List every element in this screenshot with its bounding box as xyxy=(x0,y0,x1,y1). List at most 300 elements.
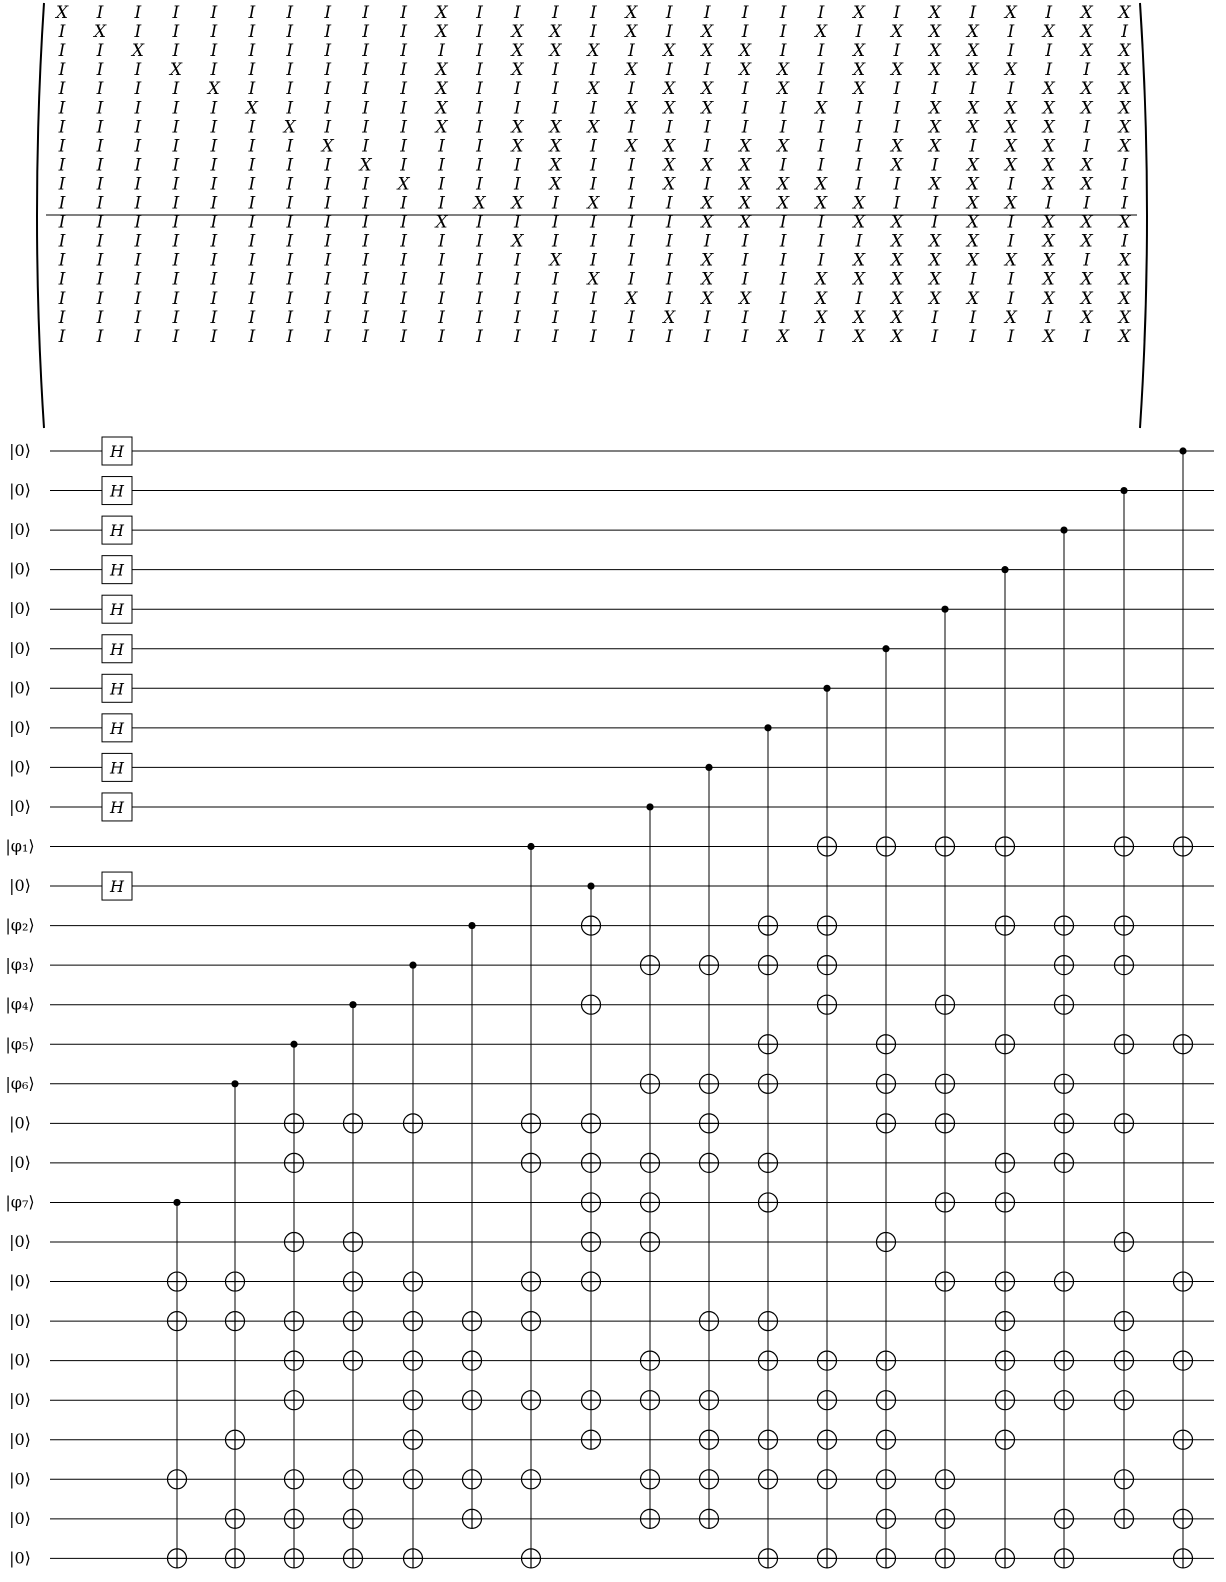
matrix-cell: I xyxy=(134,136,142,157)
matrix-cell: I xyxy=(324,22,332,42)
cnot-target xyxy=(877,1114,896,1133)
matrix-cell: I xyxy=(438,326,445,347)
matrix-cell: I xyxy=(362,269,369,290)
matrix-cell: X xyxy=(966,212,979,233)
cnot-target xyxy=(582,1233,601,1252)
matrix-cell: I xyxy=(476,269,483,290)
matrix-cell: I xyxy=(172,98,180,119)
matrix-cell: I xyxy=(362,231,369,252)
matrix-cell: I xyxy=(1121,231,1128,252)
matrix-cell: I xyxy=(893,41,901,62)
cnot-target xyxy=(404,1351,423,1370)
matrix-cell: I xyxy=(96,326,104,347)
matrix-cell: I xyxy=(969,79,977,100)
control-dot xyxy=(1001,566,1008,573)
cnot-target xyxy=(463,1312,482,1331)
cnot-target xyxy=(1115,1470,1134,1489)
matrix-cell: I xyxy=(134,3,142,23)
control-dot xyxy=(587,882,594,889)
matrix-cell: I xyxy=(172,231,180,252)
matrix-cell: X xyxy=(777,326,790,347)
matrix-cell: X xyxy=(739,288,752,309)
matrix-cell: I xyxy=(741,117,749,138)
matrix-cell: I xyxy=(476,117,483,138)
cnot-target xyxy=(700,1074,719,1093)
cnot-target xyxy=(168,1470,187,1489)
matrix-cell: I xyxy=(779,269,787,290)
matrix-cell: X xyxy=(928,231,941,252)
matrix-cell: X xyxy=(739,212,752,233)
matrix-cell: X xyxy=(587,193,600,214)
matrix-cell: I xyxy=(627,326,635,347)
matrix-cell: X xyxy=(1004,98,1017,119)
matrix-cell: I xyxy=(400,136,407,157)
matrix-cell: X xyxy=(1080,79,1093,100)
matrix-cell: I xyxy=(248,269,256,290)
cnot-target xyxy=(877,1074,896,1093)
matrix-cell: I xyxy=(438,269,445,290)
matrix-cell: I xyxy=(703,307,711,328)
hadamard-gate-label: H xyxy=(110,639,124,659)
matrix-cell: I xyxy=(438,41,445,62)
matrix-cell: X xyxy=(511,136,524,157)
matrix-cell: I xyxy=(324,326,332,347)
matrix-cell: X xyxy=(625,136,638,157)
matrix-cell: I xyxy=(893,79,901,100)
matrix-cell: I xyxy=(286,98,294,119)
matrix-cell: X xyxy=(852,41,866,62)
matrix-cell: I xyxy=(96,212,104,233)
matrix-cell: I xyxy=(172,269,180,290)
wire-label: |φ₂⟩ xyxy=(5,915,35,935)
wire-label: |0⟩ xyxy=(9,520,31,540)
matrix-cell: X xyxy=(663,79,676,100)
wire-label: |0⟩ xyxy=(9,1350,31,1370)
matrix-cell: X xyxy=(473,193,486,214)
matrix-cell: I xyxy=(400,155,407,176)
matrix-cell: I xyxy=(438,250,445,271)
matrix-cell: X xyxy=(1118,98,1131,119)
matrix-cell: I xyxy=(248,174,256,195)
cnot-target xyxy=(877,1470,896,1489)
matrix-cell: I xyxy=(134,79,142,100)
matrix-cell: I xyxy=(779,307,787,328)
matrix-cell: X xyxy=(814,193,828,214)
matrix-cell: I xyxy=(134,60,142,81)
matrix-cell: I xyxy=(1121,155,1128,176)
cnot-target xyxy=(877,1391,896,1410)
cnot-target xyxy=(700,1312,719,1331)
matrix-cell: I xyxy=(324,212,332,233)
cnot-target xyxy=(522,1549,541,1568)
control-dot xyxy=(882,645,889,652)
matrix-cell: I xyxy=(324,231,332,252)
matrix-cell: I xyxy=(96,231,104,252)
matrix-cell: I xyxy=(514,3,521,23)
matrix-cell: X xyxy=(511,231,524,252)
wire-label: |0⟩ xyxy=(9,1469,31,1489)
cnot-target xyxy=(1055,1272,1074,1291)
control-dot xyxy=(823,685,830,692)
matrix-cell: I xyxy=(1007,22,1015,42)
matrix-cell: I xyxy=(514,288,521,309)
cnot-target xyxy=(1115,837,1134,856)
matrix-cell: I xyxy=(589,174,597,195)
cnot-target xyxy=(1115,956,1134,975)
matrix-cell: I xyxy=(969,136,977,157)
wire-label: |0⟩ xyxy=(9,717,31,737)
wire-label: |0⟩ xyxy=(9,1390,31,1410)
cnot-target xyxy=(936,1114,955,1133)
matrix-cell: I xyxy=(210,212,218,233)
cnot-target xyxy=(996,1351,1015,1370)
matrix-cell: I xyxy=(362,117,369,138)
cnot-target xyxy=(641,1233,660,1252)
matrix-cell: I xyxy=(779,98,787,119)
wire-label: |φ₃⟩ xyxy=(5,955,35,975)
control-dot xyxy=(349,1001,356,1008)
matrix-cell: I xyxy=(589,212,597,233)
cnot-target xyxy=(818,995,837,1014)
matrix-cell: I xyxy=(248,193,256,214)
cnot-target xyxy=(582,995,601,1014)
matrix-cell: I xyxy=(172,212,180,233)
wire-label: |0⟩ xyxy=(9,441,31,460)
matrix-cell: I xyxy=(665,117,673,138)
matrix-cell: I xyxy=(58,155,66,176)
matrix-cell: X xyxy=(625,98,638,119)
matrix-cell: X xyxy=(890,22,903,42)
cnot-target xyxy=(1055,1074,1074,1093)
cnot-target xyxy=(344,1114,363,1133)
matrix-cell: I xyxy=(627,250,635,271)
matrix-cell: I xyxy=(969,3,977,23)
matrix-cell: X xyxy=(814,269,828,290)
matrix-cell: I xyxy=(893,98,901,119)
matrix-cell: X xyxy=(1042,98,1055,119)
matrix-cell: I xyxy=(589,231,597,252)
matrix-cell: I xyxy=(589,60,597,81)
matrix-cell: I xyxy=(400,193,407,214)
matrix-cell: I xyxy=(172,193,180,214)
matrix-cell: I xyxy=(1007,212,1015,233)
matrix-cell: X xyxy=(928,41,941,62)
cnot-target xyxy=(522,1153,541,1172)
matrix-cell: X xyxy=(739,136,752,157)
matrix-cell: X xyxy=(890,288,903,309)
matrix-cell: I xyxy=(248,136,256,157)
matrix-cell: I xyxy=(134,212,142,233)
matrix-cell: I xyxy=(96,98,104,119)
matrix-cell: X xyxy=(511,117,524,138)
matrix-cell: X xyxy=(1042,117,1055,138)
matrix-cell: I xyxy=(1045,193,1053,214)
cnot-target xyxy=(522,1312,541,1331)
cnot-target xyxy=(936,1193,955,1212)
matrix-cell: I xyxy=(286,288,294,309)
cnot-target xyxy=(1055,956,1074,975)
cnot-target xyxy=(996,1391,1015,1410)
cnot-target xyxy=(641,1470,660,1489)
left-bracket xyxy=(37,3,44,428)
wire-label: |0⟩ xyxy=(9,757,31,777)
matrix-cell: I xyxy=(400,3,407,23)
matrix-cell: I xyxy=(552,60,559,81)
matrix-cell: I xyxy=(589,307,597,328)
matrix-cell: I xyxy=(400,326,407,347)
matrix-cell: I xyxy=(172,307,180,328)
cnot-target xyxy=(1174,1430,1193,1449)
cnot-target xyxy=(641,1074,660,1093)
cnot-target xyxy=(1115,1312,1134,1331)
cnot-target xyxy=(1174,1035,1193,1054)
matrix-cell: I xyxy=(134,174,142,195)
cnot-target xyxy=(168,1272,187,1291)
matrix-cell: X xyxy=(966,22,979,42)
matrix-cell: I xyxy=(589,288,597,309)
cnot-target xyxy=(818,1549,837,1568)
matrix-cell: X xyxy=(852,307,866,328)
cnot-target xyxy=(463,1391,482,1410)
hadamard-gate-label: H xyxy=(110,600,124,620)
cnot-target xyxy=(1055,916,1074,935)
matrix-cell: X xyxy=(663,155,676,176)
cnot-target xyxy=(285,1391,304,1410)
matrix-cell: X xyxy=(777,174,790,195)
cnot-target xyxy=(168,1549,187,1568)
matrix-cell: I xyxy=(438,155,445,176)
matrix-cell: X xyxy=(1042,155,1055,176)
matrix-cell: X xyxy=(814,307,828,328)
quantum-circuit xyxy=(5,437,1214,1568)
matrix-cell: I xyxy=(210,41,218,62)
cnot-target xyxy=(818,1470,837,1489)
matrix-cell: I xyxy=(514,98,521,119)
matrix-cell: I xyxy=(362,307,369,328)
matrix-cell: I xyxy=(1007,288,1015,309)
matrix-cell: I xyxy=(1121,22,1128,42)
matrix-cell: I xyxy=(817,136,825,157)
matrix-cell: I xyxy=(476,174,483,195)
matrix-cell: I xyxy=(58,307,66,328)
matrix-cell: X xyxy=(1080,3,1093,23)
control-dot xyxy=(1179,447,1186,454)
cnot-target xyxy=(700,1470,719,1489)
matrix-cell: X xyxy=(625,288,638,309)
cnot-target xyxy=(818,1351,837,1370)
matrix-cell: I xyxy=(893,174,901,195)
matrix-cell: I xyxy=(438,174,445,195)
cnot-target xyxy=(463,1470,482,1489)
matrix-cell: X xyxy=(701,250,714,271)
hadamard-gate-label: H xyxy=(110,481,124,501)
matrix-cell: I xyxy=(324,174,332,195)
cnot-target xyxy=(996,1312,1015,1331)
matrix-cell: I xyxy=(665,60,673,81)
matrix-cell: X xyxy=(852,79,866,100)
cnot-target xyxy=(1055,1351,1074,1370)
matrix-cell: X xyxy=(1118,212,1131,233)
matrix-cell: I xyxy=(134,269,142,290)
matrix-cell: X xyxy=(777,136,790,157)
cnot-target xyxy=(226,1312,245,1331)
matrix-cell: X xyxy=(890,136,903,157)
cnot-target xyxy=(700,1153,719,1172)
matrix-cell: I xyxy=(58,269,66,290)
matrix-cell: I xyxy=(514,307,521,328)
hadamard-gate-label: H xyxy=(110,758,124,778)
wire-label: |0⟩ xyxy=(9,678,31,698)
matrix-cell: I xyxy=(552,326,559,347)
cnot-target xyxy=(344,1351,363,1370)
matrix-cell: X xyxy=(1118,117,1131,138)
matrix-cell: X xyxy=(777,60,790,81)
cnot-target xyxy=(285,1233,304,1252)
cnot-target xyxy=(1055,995,1074,1014)
matrix-cell: I xyxy=(134,326,142,347)
cnot-target xyxy=(936,1549,955,1568)
wire-label: |0⟩ xyxy=(9,559,31,579)
matrix-cell: I xyxy=(58,212,66,233)
cnot-target xyxy=(700,1114,719,1133)
matrix-cell: X xyxy=(587,79,600,100)
matrix-cell: X xyxy=(587,269,600,290)
cnot-target xyxy=(877,837,896,856)
cnot-target xyxy=(759,1549,778,1568)
matrix-cell: I xyxy=(96,60,104,81)
matrix-cell: X xyxy=(966,155,979,176)
matrix-cell: I xyxy=(627,193,635,214)
wire-label: |φ₆⟩ xyxy=(5,1073,35,1093)
cnot-target xyxy=(285,1509,304,1528)
matrix-cell: I xyxy=(400,288,407,309)
cnot-target xyxy=(582,1272,601,1291)
wire-label: |0⟩ xyxy=(9,1508,31,1528)
matrix-cell: I xyxy=(817,41,825,62)
matrix-cell: I xyxy=(817,60,825,81)
matrix-cell: I xyxy=(210,136,218,157)
cnot-target xyxy=(700,1391,719,1410)
hadamard-gate-label: H xyxy=(110,560,124,580)
matrix-cell: X xyxy=(1118,269,1131,290)
matrix-cell: X xyxy=(131,41,144,62)
stabilizer-matrix xyxy=(37,3,1147,428)
control-dot xyxy=(705,764,712,771)
matrix-cell: I xyxy=(1007,326,1015,347)
matrix-cell: I xyxy=(779,250,787,271)
matrix-cell: I xyxy=(1045,60,1053,81)
matrix-cell: I xyxy=(324,250,332,271)
matrix-cell: X xyxy=(814,98,828,119)
matrix-cell: I xyxy=(58,41,66,62)
matrix-cell: I xyxy=(58,326,66,347)
matrix-cell: X xyxy=(663,41,676,62)
cnot-target xyxy=(759,1470,778,1489)
matrix-cell: I xyxy=(248,212,256,233)
matrix-cell: I xyxy=(58,98,66,119)
matrix-cell: I xyxy=(817,326,825,347)
matrix-cell: I xyxy=(779,231,787,252)
matrix-cell: I xyxy=(969,326,977,347)
cnot-target xyxy=(641,1193,660,1212)
matrix-cell: I xyxy=(134,288,142,309)
cnot-target xyxy=(582,1430,601,1449)
matrix-cell: I xyxy=(552,288,559,309)
matrix-cell: X xyxy=(852,60,866,81)
cnot-target xyxy=(344,1233,363,1252)
matrix-cell: I xyxy=(362,3,369,23)
matrix-cell: X xyxy=(1118,3,1131,23)
matrix-cell: I xyxy=(286,155,294,176)
matrix-cell: I xyxy=(514,174,521,195)
matrix-cell: I xyxy=(476,326,483,347)
matrix-cell: I xyxy=(703,231,711,252)
cnot-target xyxy=(582,1114,601,1133)
matrix-cell: X xyxy=(663,307,676,328)
matrix-cell: I xyxy=(400,22,407,42)
matrix-cell: I xyxy=(476,60,483,81)
cnot-target xyxy=(344,1272,363,1291)
matrix-cell: X xyxy=(1080,22,1093,42)
matrix-cell: I xyxy=(400,98,407,119)
matrix-cell: X xyxy=(928,136,941,157)
matrix-cell: I xyxy=(400,250,407,271)
matrix-cell: X xyxy=(1080,288,1093,309)
matrix-cell: I xyxy=(476,41,483,62)
matrix-cell: I xyxy=(210,60,218,81)
matrix-cell: I xyxy=(286,174,294,195)
matrix-cell: I xyxy=(817,3,825,23)
matrix-cell: I xyxy=(514,250,521,271)
matrix-cell: X xyxy=(1004,193,1017,214)
cnot-target xyxy=(1055,1153,1074,1172)
matrix-cell: X xyxy=(435,79,448,100)
cnot-target xyxy=(404,1114,423,1133)
matrix-cell: I xyxy=(1083,326,1091,347)
matrix-cell: I xyxy=(362,212,369,233)
matrix-cell: X xyxy=(625,60,638,81)
matrix-cell: X xyxy=(1118,250,1131,271)
matrix-cell: I xyxy=(552,193,559,214)
matrix-cell: I xyxy=(58,22,66,42)
matrix-cell: I xyxy=(172,3,180,23)
matrix-cell: X xyxy=(435,60,448,81)
matrix-cell: I xyxy=(476,98,483,119)
cnot-target xyxy=(700,1430,719,1449)
matrix-cell: X xyxy=(1118,288,1131,309)
matrix-cell: X xyxy=(1042,269,1055,290)
cnot-target xyxy=(582,1391,601,1410)
matrix-cell: I xyxy=(1007,174,1015,195)
matrix-cell: I xyxy=(1121,193,1128,214)
cnot-target xyxy=(344,1470,363,1489)
matrix-cell: I xyxy=(741,250,749,271)
matrix-cell: I xyxy=(665,193,673,214)
matrix-cell: I xyxy=(1045,307,1053,328)
matrix-cell: I xyxy=(172,117,180,138)
matrix-cell: I xyxy=(1007,269,1015,290)
matrix-cell: I xyxy=(779,288,787,309)
matrix-cell: I xyxy=(58,193,66,214)
matrix-cell: I xyxy=(172,136,180,157)
hadamard-gate-label: H xyxy=(110,797,124,817)
matrix-cell: X xyxy=(207,79,220,100)
cnot-target xyxy=(700,956,719,975)
cnot-target xyxy=(1115,1509,1134,1528)
cnot-target xyxy=(877,1549,896,1568)
right-bracket xyxy=(1140,3,1147,428)
matrix-cell: I xyxy=(665,250,673,271)
